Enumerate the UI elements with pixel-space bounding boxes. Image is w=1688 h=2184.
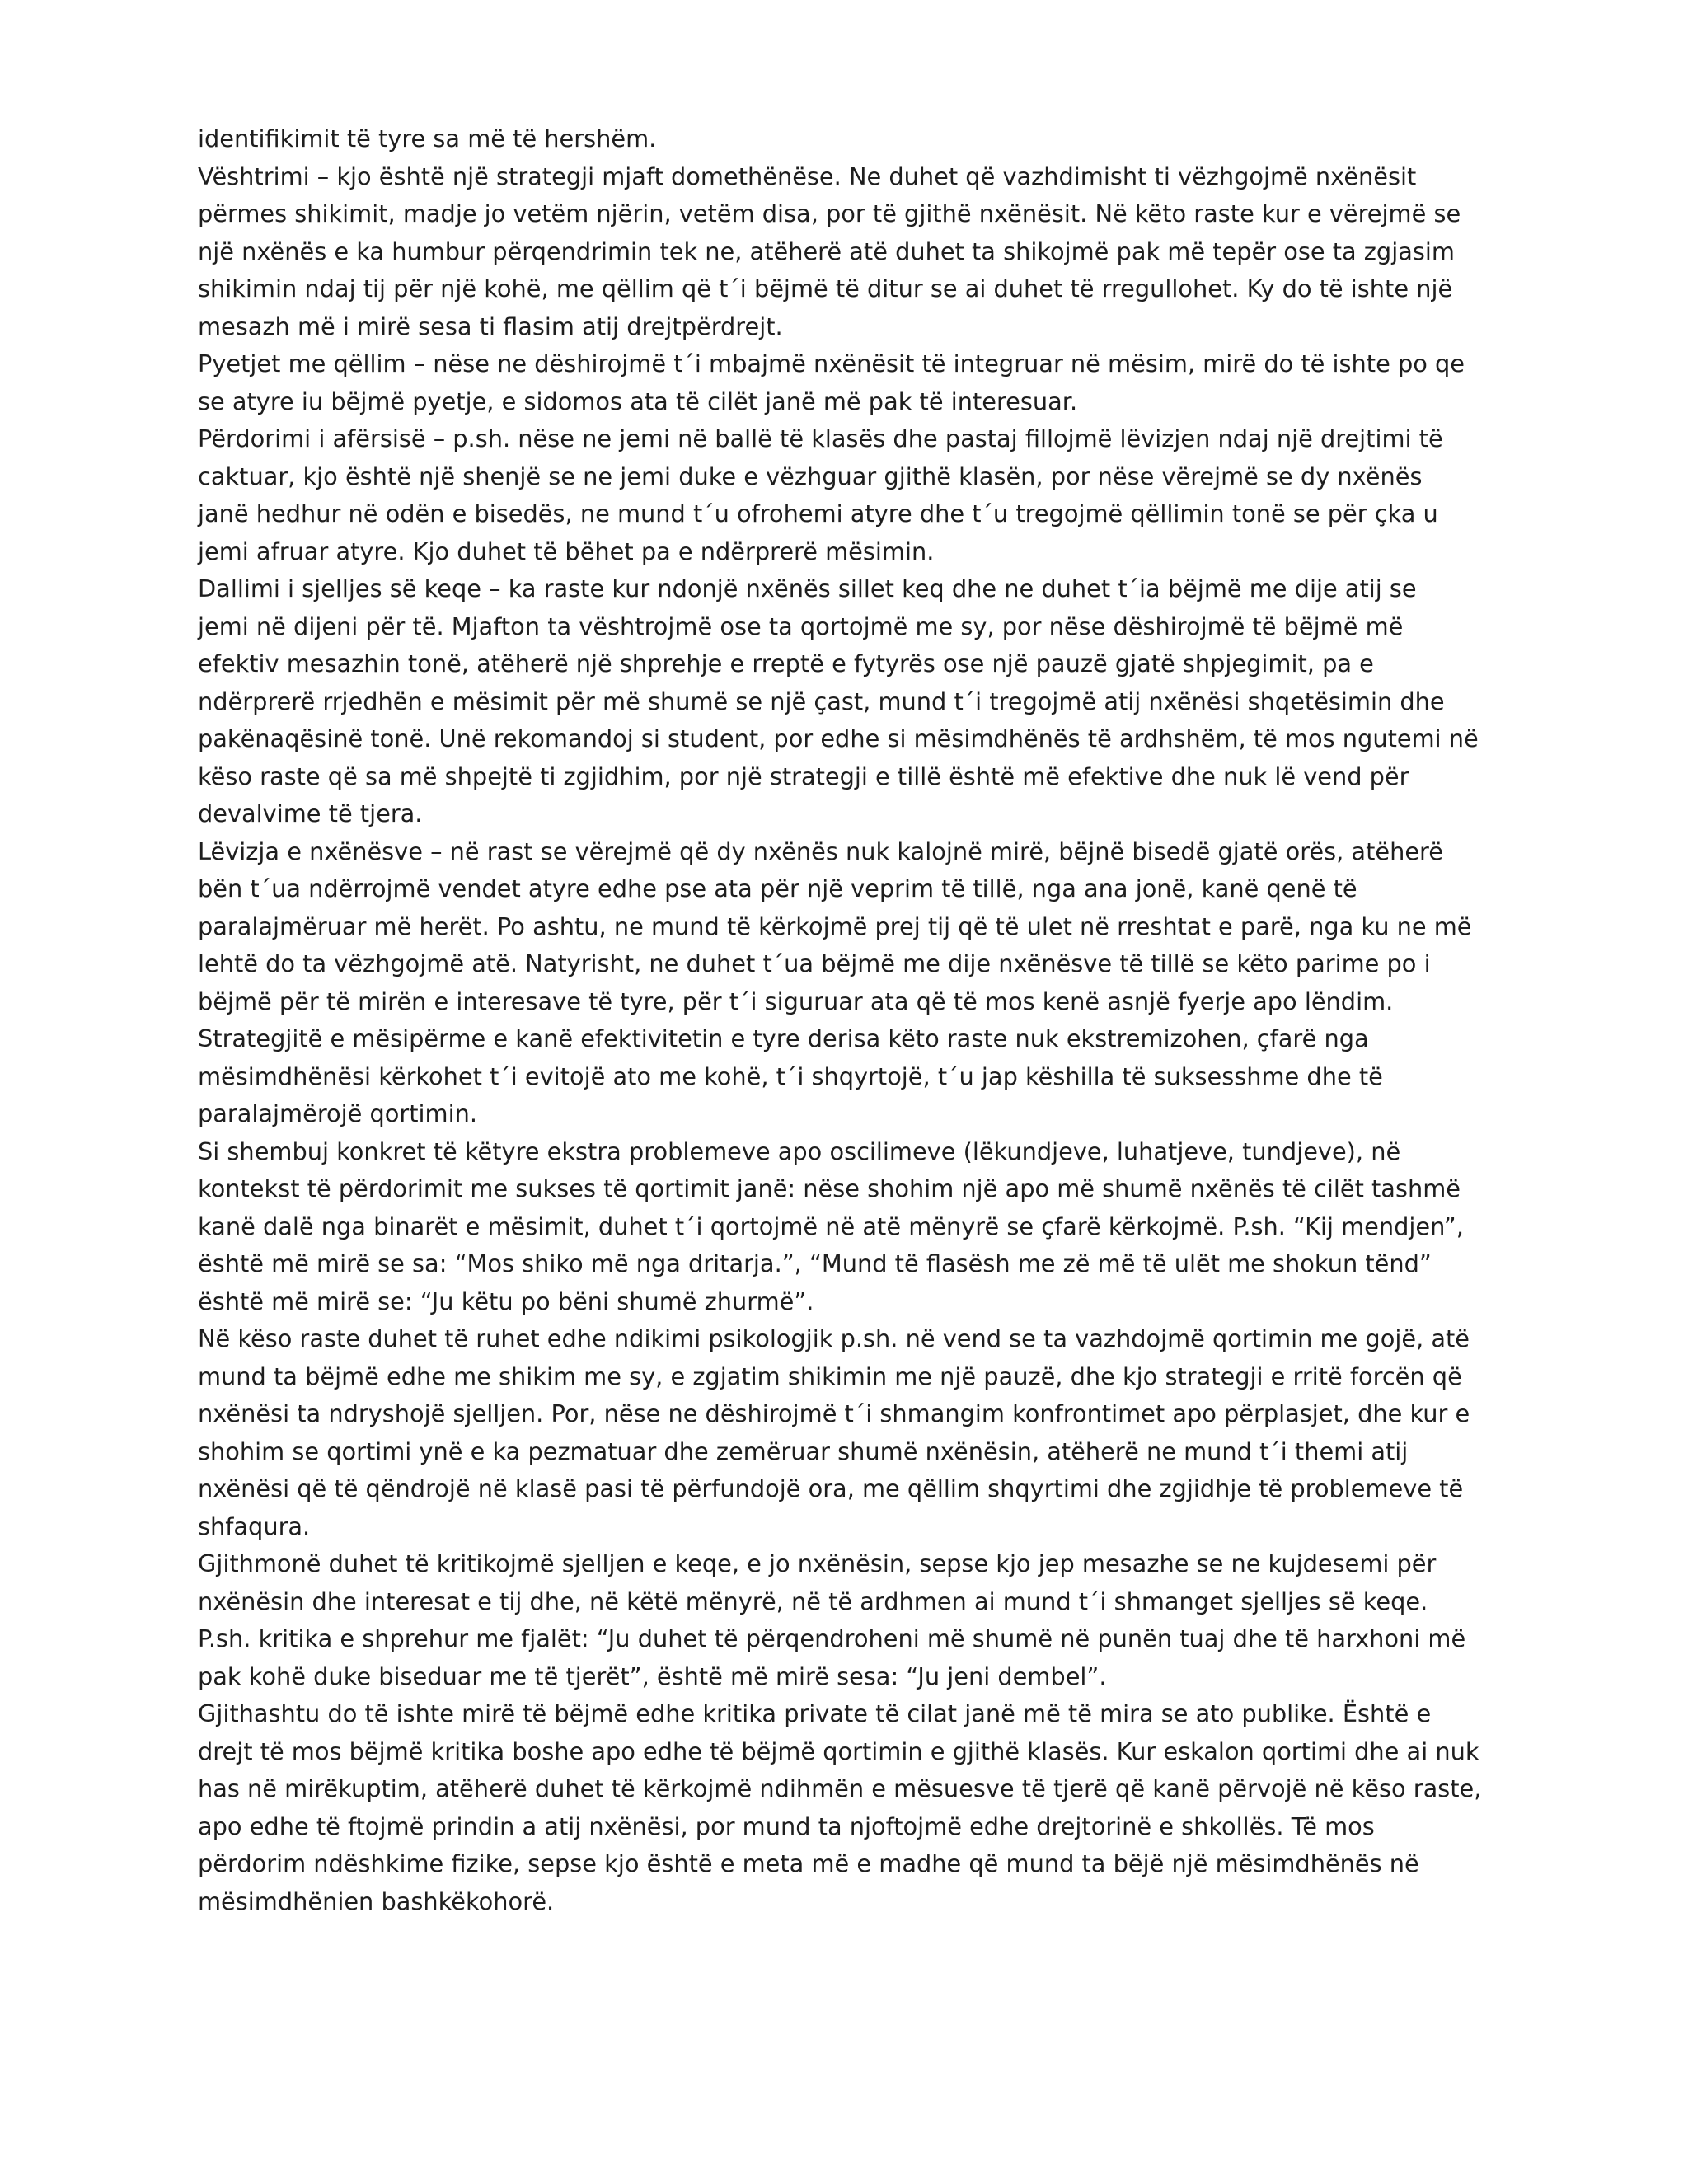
text-line: has në mirëkuptim, atëherë duhet të kërkojmë ndihmën e mësuesve të tjerë që kanë përvojë në këso raste, xyxy=(198,1774,1482,1802)
text-line: janë hedhur në odën e bisedës, ne mund t´u ofrohemi atyre dhe t´u tregojmë qëllimin tonë se për çka u xyxy=(198,499,1438,527)
text-line: një nxënës e ka humbur përqendrimin tek ne, atëherë atë duhet ta shikojmë pak më tepër ose ta zgjasim xyxy=(198,237,1455,265)
text-line: Si shembuj konkret të këtyre ekstra problemeve apo oscilimeve (lëkundjeve, luhatjeve, tundjeve), në xyxy=(198,1137,1401,1165)
text-line: bëjmë për të mirën e interesave të tyre, për t´i siguruar ata që të mos kenë asnjë fyerje apo lëndim. xyxy=(198,987,1394,1015)
text-line: mësimdhënien bashkëkohorë. xyxy=(198,1886,555,1915)
text-line: paralajmëruar më herët. Po ashtu, ne mund të kërkojmë prej tij që të ulet në rreshtat e parë, nga ku ne më xyxy=(198,912,1472,940)
text-line: pak kohë duke biseduar me të tjerët”, është më mirë sesa: “Ju jeni dembel”. xyxy=(198,1661,1107,1690)
text-line: është më mirë se: “Ju këtu po bëni shumë zhurmë”. xyxy=(198,1286,814,1315)
text-line: Përdorimi i afërsisë – p.sh. nëse ne jemi në ballë të klasës dhe pastaj fillojmë lëvizjen ndaj një drejtimi të xyxy=(198,424,1443,452)
text-line: devalvime të tjera. xyxy=(198,799,423,827)
text-line: paralajmërojë qortimin. xyxy=(198,1099,478,1127)
text-line: apo edhe të ftojmë prindin a atij nxënësi, por mund ta njoftojmë edhe drejtorinë e shkollës. Të mos xyxy=(198,1811,1375,1840)
text-line: jemi në dijeni për të. Mjafton ta vështrojmë ose ta qortojmë me sy, por nëse dëshirojmë të bëjmë më xyxy=(198,612,1404,640)
text-line: caktuar, kjo është një shenjë se ne jemi duke e vëzhguar gjithë klasën, por nëse vërejmë se dy nxënës xyxy=(198,462,1423,490)
text-line: nxënësi që të qëndrojë në klasë pasi të përfundojë ora, me qëllim shqyrtimi dhe zgjidhje të problemeve të xyxy=(198,1474,1464,1502)
text-line: Gjithashtu do të ishte mirë të bëjmë edhe kritika private të cilat janë më të mira se ato publike. Është e xyxy=(198,1699,1432,1727)
text-line: përdorim ndëshkime fizike, sepse kjo është e meta më e madhe që mund ta bëjë një mësimdhënës në xyxy=(198,1849,1419,1877)
text-line: P.sh. kritika e shprehur me fjalët: “Ju duhet të përqendroheni më shumë në punën tuaj dhe të harxhoni më xyxy=(198,1624,1466,1652)
text-line: identifikimit të tyre sa më të hershëm. xyxy=(198,124,657,152)
text-line: mesazh më i mirë sesa ti flasim atij drejtpërdrejt. xyxy=(198,312,783,340)
text-line: efektiv mesazhin tonë, atëherë një shprehje e rreptë e fytyrës ose një pauzë gjatë shpjegimit, pa e xyxy=(198,649,1374,677)
text-line: Lëvizja e nxënësve – në rast se vërejmë që dy nxënës nuk kalojnë mirë, bëjnë bisedë gjatë orës, atëherë xyxy=(198,837,1443,865)
text-line: shohim se qortimi ynë e ka pezmatuar dhe zemëruar shumë nxënësin, atëherë ne mund t´i themi atij xyxy=(198,1436,1409,1465)
text-line: Dallimi i sjelljes së keqe – ka raste kur ndonjë nxënës sillet keq dhe ne duhet t´ia bëjmë me dije atij se xyxy=(198,574,1417,602)
text-line: shfaqura. xyxy=(198,1511,311,1540)
text-line: Në këso raste duhet të ruhet edhe ndikimi psikologjik p.sh. në vend se ta vazhdojmë qortimin me gojë, atë xyxy=(198,1324,1470,1352)
document-body xyxy=(198,120,1500,1920)
text-line: mësimdhënësi kërkohet t´i evitojë ato me kohë, t´i shqyrtojë, t´u jap këshilla të suksesshme dhe të xyxy=(198,1062,1383,1090)
text-line: ndërprerë rrjedhën e mësimit për më shumë se një çast, mund t´i tregojmë atij nxënësi shqetësimin dhe xyxy=(198,687,1445,715)
text-line: kanë dalë nga binarët e mësimit, duhet t´i qortojmë në atë mënyrë se çfarë kërkojmë. P.sh. “Kij mendjen”, xyxy=(198,1212,1464,1240)
text-line: bën t´ua ndërrojmë vendet atyre edhe pse ata për një veprim të tillë, nga ana jonë, kanë qenë të xyxy=(198,874,1357,902)
text-line: mund ta bëjmë edhe me shikim me sy, e zgjatim shikimin me një pauzë, dhe kjo strategji e rritë forcën që xyxy=(198,1361,1462,1390)
text-line: nxënësi ta ndryshojë sjelljen. Por, nëse ne dëshirojmë t´i shmangim konfrontimet apo përplasjet, dhe kur e xyxy=(198,1399,1470,1427)
text-line: këso raste që sa më shpejtë ti zgjidhim, por një strategji e tillë është më efektive dhe nuk lë vend për xyxy=(198,762,1409,790)
text-line: Gjithmonë duhet të kritikojmë sjelljen e keqe, e jo nxënësin, sepse kjo jep mesazhe se ne kujdesemi për xyxy=(198,1549,1437,1577)
text-line: nxënësin dhe interesat e tij dhe, në këtë mënyrë, në të ardhmen ai mund t´i shmanget sjelljes së keqe. xyxy=(198,1586,1428,1615)
text-line: Vështrimi – kjo është një strategji mjaft domethënëse. Ne duhet që vazhdimisht ti vëzhgojmë nxënësit xyxy=(198,162,1417,190)
text-line: pakënaqësinë tonë. Unë rekomandoj si student, por edhe si mësimdhënës të ardhshëm, të mos ngutemi në xyxy=(198,724,1479,752)
text-line: drejt të mos bëjmë kritika boshe apo edhe të bëjmë qortimin e gjithë klasës. Kur eskalon qortimi dhe ai nuk xyxy=(198,1736,1479,1765)
text-line: Pyetjet me qëllim – nëse ne dëshirojmë t´i mbajmë nxënësit të integruar në mësim, mirë do të ishte po qe xyxy=(198,349,1465,377)
text-line: shikimin ndaj tij për një kohë, me qëllim që t´i bëjmë të ditur se ai duhet të rregullohet. Ky do të ishte një xyxy=(198,274,1453,302)
text-line: jemi afruar atyre. Kjo duhet të bëhet pa e ndërprerë mësimin. xyxy=(198,537,935,565)
text-line: përmes shikimit, madje jo vetëm njërin, vetëm disa, por të gjithë nxënësit. Në këto raste kur e vërejmë se xyxy=(198,199,1461,227)
text-line: se atyre iu bëjmë pyetje, e sidomos ata të cilët janë më pak të interesuar. xyxy=(198,387,1078,415)
text-line: Strategjitë e mësipërme e kanë efektivitetin e tyre derisa këto raste nuk ekstremizohen, çfarë nga xyxy=(198,1024,1369,1052)
text-line: është më mirë se sa: “Mos shiko më nga dritarja.”, “Mund të flasësh me zë më të ulët me shokun tënd” xyxy=(198,1249,1432,1277)
text-line: kontekst të përdorimit me sukses të qortimit janë: nëse shohim një apo më shumë nxënës të cilët tashmë xyxy=(198,1174,1461,1202)
text-line: lehtë do ta vëzhgojmë atë. Natyrisht, ne duhet t´ua bëjmë me dije nxënësve të tillë se këto parime po i xyxy=(198,949,1431,977)
